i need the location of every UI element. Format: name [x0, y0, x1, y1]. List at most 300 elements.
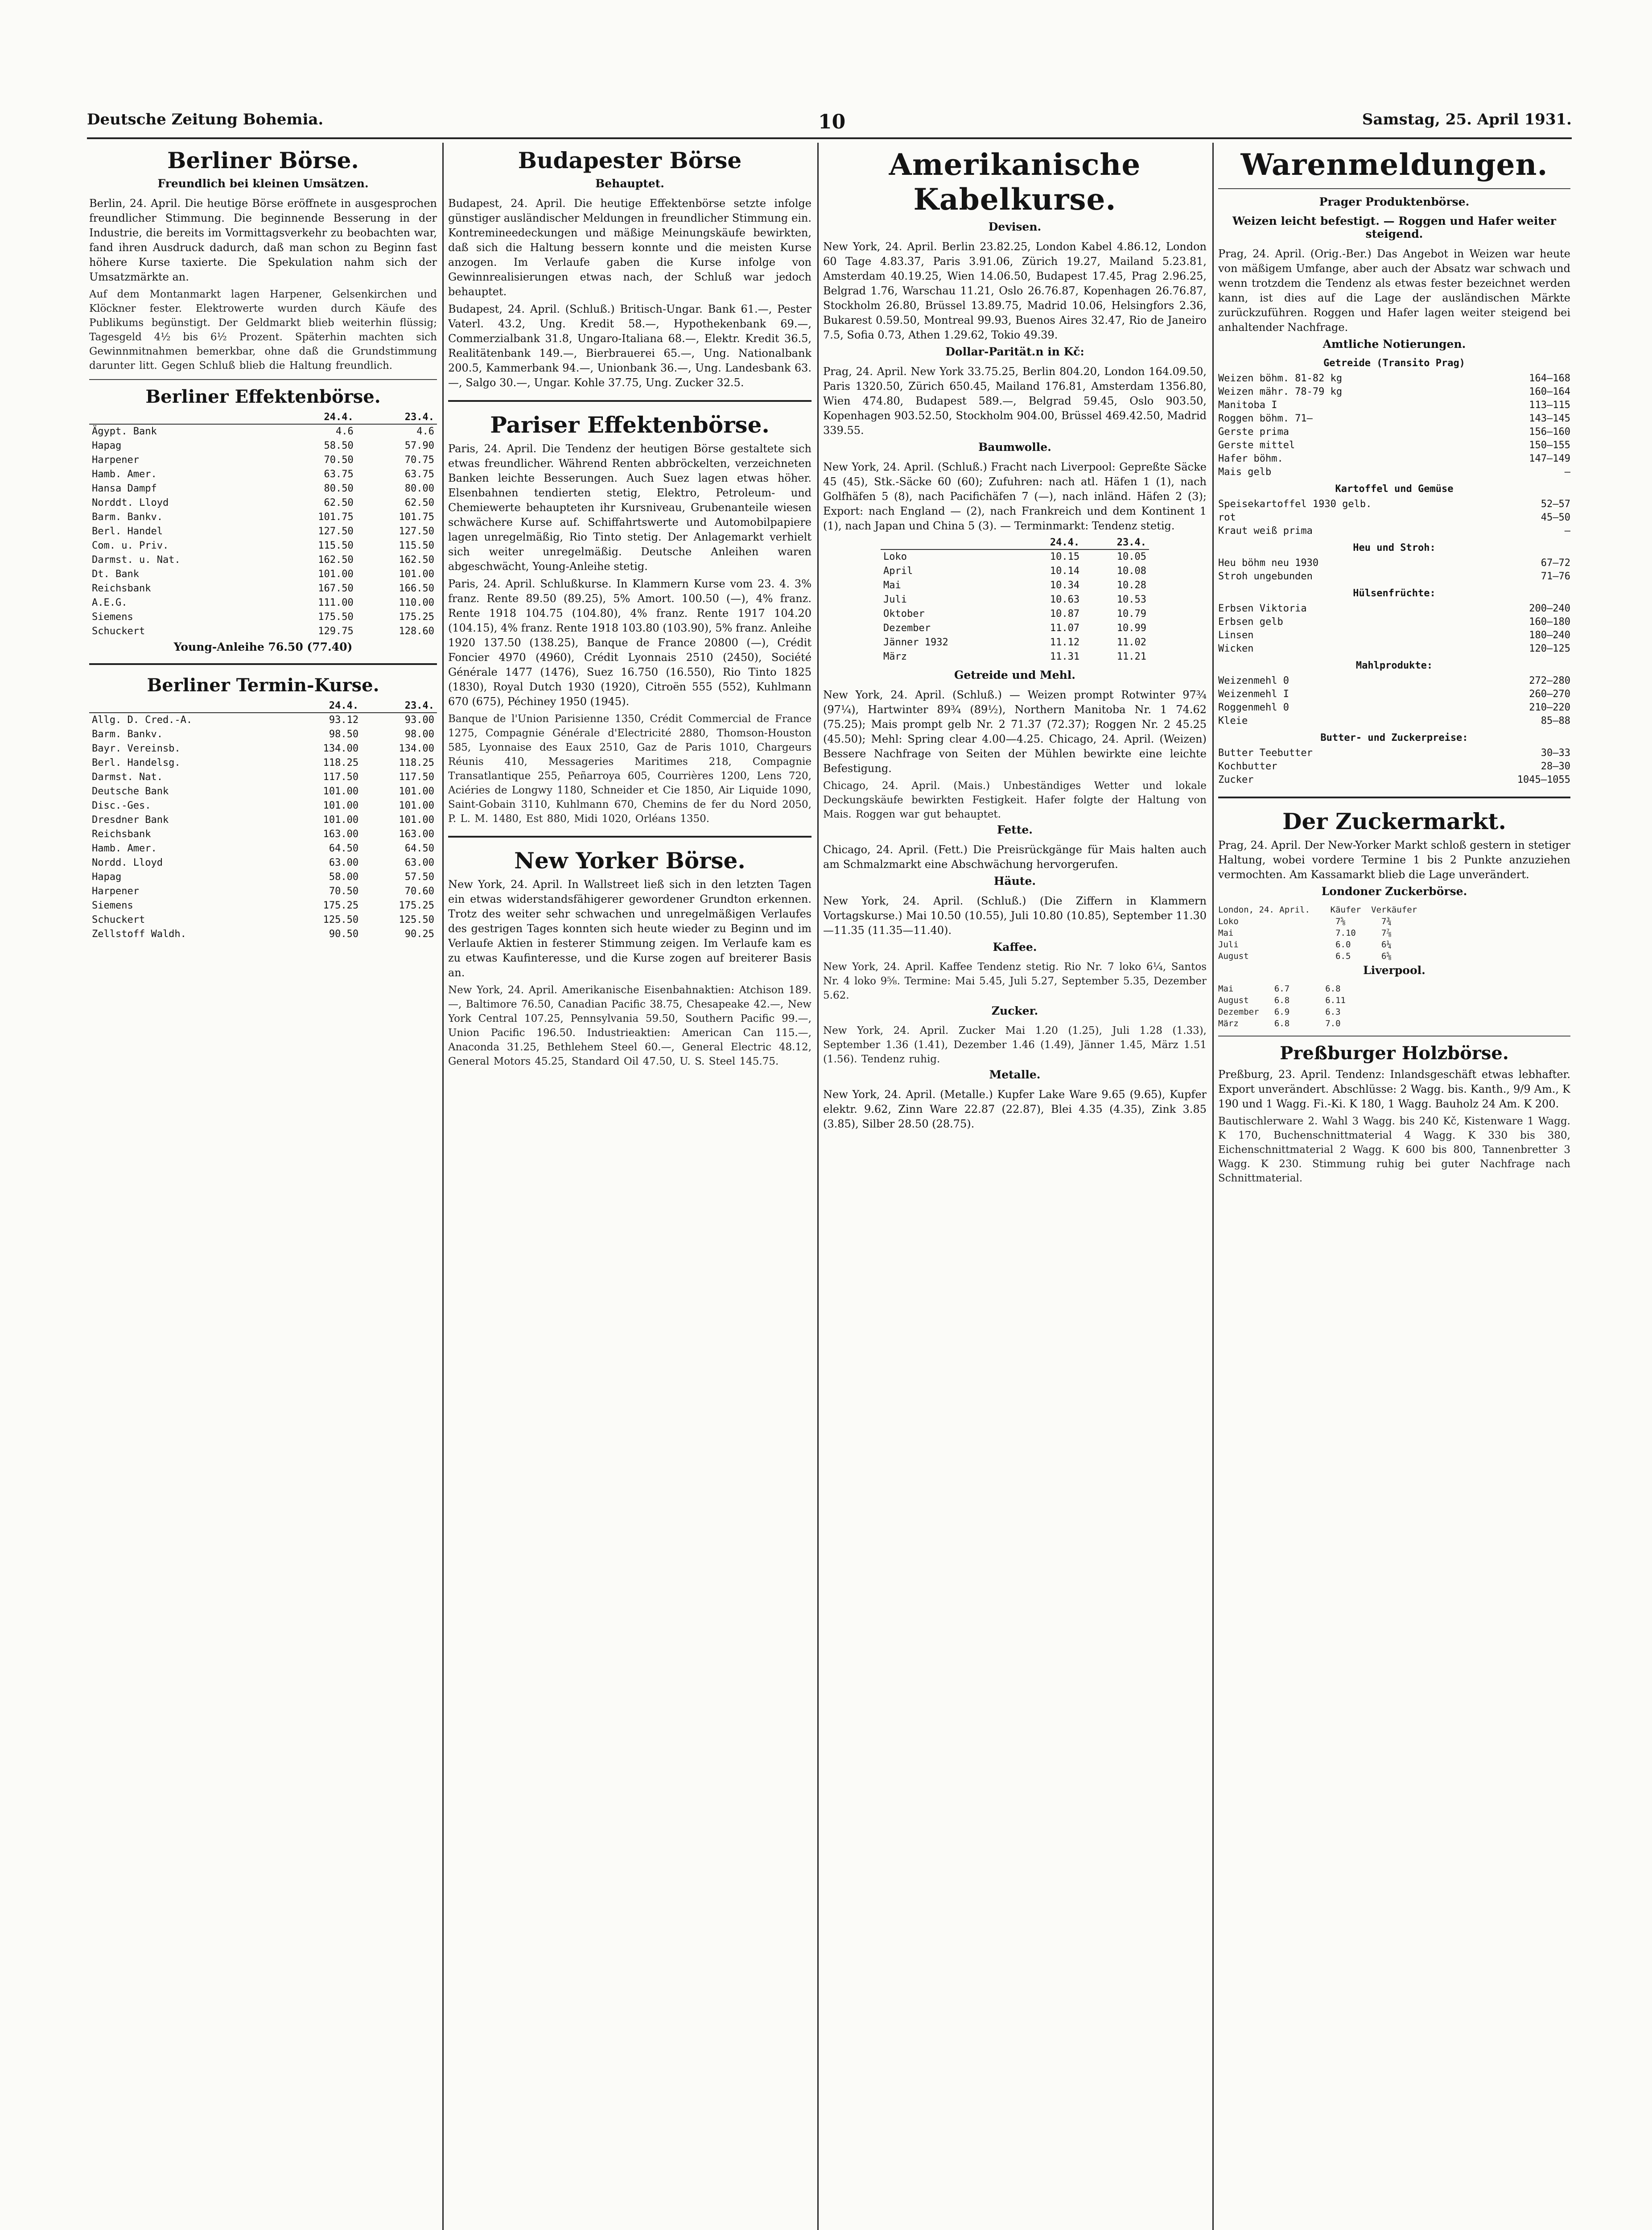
security-name: Deutsche Bank	[92, 786, 169, 797]
item-price: 113—115	[1529, 400, 1570, 411]
quote-value: 10.28	[1116, 580, 1146, 591]
quote-value: 175.25	[399, 900, 434, 911]
quote-value: 111.00	[318, 597, 354, 608]
quote-value: 10.53	[1116, 594, 1146, 605]
list-item	[1218, 452, 1570, 466]
item-price: 156—160	[1529, 426, 1570, 438]
list-item	[1218, 385, 1570, 399]
item-price: 120—125	[1529, 643, 1570, 654]
section-title: Amerikanische Kabelkurse.	[889, 147, 1141, 217]
quote-value: 10.14	[1050, 566, 1080, 577]
list-item	[1218, 439, 1570, 452]
security-name: Harpener	[92, 454, 139, 466]
section-subtitle: Freundlich bei kleinen Umsätzen.	[157, 177, 369, 190]
table-row	[89, 913, 437, 927]
table-row	[89, 799, 437, 813]
table-row	[881, 636, 1149, 650]
table-row	[89, 624, 437, 639]
table-row	[89, 727, 437, 742]
quote-value: 70.50	[329, 886, 359, 897]
article-text: Budapest, 24. April. Die heutige Effektenbörse setzte infolge günstiger ausländischer Meldungen in freundlicher Stimmung ein. Kontremineedeckungen und mäßige Meinungskäufe bewirkten, daß sich die Haltung bessern konnte und die meisten Kurse anzogen. Im Verlaufe gaben die Kurse infolge von Gewinnrealisierungen etwas nach, der Schluß war jedoch behauptet.	[448, 197, 812, 298]
list-item	[1218, 511, 1570, 524]
item-price: 260—270	[1529, 689, 1570, 700]
zucker-quotes: London, 24. April. Käufer Verkäufer Loko 7⅝ 7¾ Mai 7.10 7⅞ Juli 6.0 6¼ August 6.5 6⅝	[1218, 905, 1417, 961]
quote-value: 58.00	[329, 871, 359, 883]
quote-value: 62.50	[324, 497, 354, 508]
security-name: Ägypt. Bank	[92, 426, 157, 437]
table-title: Berliner Effektenbörse.	[145, 386, 381, 407]
quote-value: 80.50	[324, 483, 354, 494]
security-name: Hapag	[92, 871, 122, 883]
item-price: 180—240	[1529, 630, 1570, 641]
security-name: Bayr. Vereinsb.	[92, 743, 181, 754]
item-name: Erbsen gelb	[1218, 616, 1283, 628]
quote-value: 129.75	[318, 626, 354, 637]
article-text: Auf dem Montanmarkt lagen Harpener, Gelsenkirchen und Klöckner fester. Elektrowerte wurden durch Käufe des Publikums begünstigt. Der Geldmarkt blieb weiterhin flüssig; Tagesgeld 4½ bis 6½ Prozent. Späterhin machten sich Gewinnmitnahmen bemerkbar, ohne daß die Grundstimmung darunter litt. Gegen Schluß blieb die Haltung freundlich.	[89, 289, 437, 372]
list-item	[1218, 773, 1570, 787]
security-name: Berl. Handel	[92, 526, 163, 537]
article-text: New York, 24. April. (Schluß.) (Die Ziffern in Klammern Vortagskurse.) Mai 10.50 (10.55), Juli 10.80 (10.85), September 11.30—11.35 (11.35—11.40).	[823, 895, 1207, 937]
section-subtitle: Baumwolle.	[978, 441, 1051, 454]
item-name: Manitoba I	[1218, 400, 1277, 411]
page-number: 10	[818, 111, 846, 133]
item-price: 67—72	[1541, 558, 1570, 569]
quote-value: 93.12	[329, 714, 359, 726]
quote-value: 175.25	[323, 900, 359, 911]
section-subtitle: Weizen leicht befestigt. — Roggen und Hafer weiter steigend.	[1232, 215, 1556, 240]
quote-value: 10.63	[1050, 594, 1080, 605]
security-name: Darmst. u. Nat.	[92, 554, 181, 566]
list-item	[1218, 747, 1570, 760]
list-item	[1218, 674, 1570, 688]
quote-value: 101.00	[323, 786, 359, 797]
item-price: 45—50	[1541, 512, 1570, 523]
item-name: Kraut weiß prima	[1218, 525, 1313, 537]
article-text: Prag, 24. April. Der New-Yorker Markt schloß gestern in stetiger Haltung, wobei vordere Termine 1 bis 2 Punkte anzuziehen vermochten. Am Kassamarkt blieb die Lage unverändert.	[1218, 839, 1570, 881]
item-name: Mais gelb	[1218, 467, 1272, 478]
article-text: New York, 24. April. Berlin 23.82.25, London Kabel 4.86.12, London 60 Tage 4.83.37, Paris 3.91.06, Zürich 19.27, Mailand 5.23.81, Amsterdam 40.19.25, Wien 14.06.50, Budapest 17.45, Prag 2.96.25, Belgrad 1.76, Warschau 11.21, Oslo 26.76.87, Kopenhagen 26.76.87, Stockholm 26.80, Brüssel 13.89.75, Madrid 10.06, Helsingfors 2.36, Bukarest 0.59.50, Montreal 99.93, Buenos Aires 32.47, Rio de Janeiro 7.5, Sofia 0.73, Athen 1.29.62, Tokio 49.39.	[823, 240, 1207, 341]
quote-value: 10.99	[1116, 623, 1146, 634]
quote-value: 64.50	[329, 843, 359, 854]
quote-value: 101.00	[399, 786, 434, 797]
list-item	[1218, 399, 1570, 412]
security-name: Juli	[883, 594, 907, 605]
termin-kurse-table	[89, 699, 437, 942]
quote-value: 125.50	[399, 914, 434, 925]
item-price: 28—30	[1541, 761, 1570, 772]
item-name: Hafer böhm.	[1218, 453, 1283, 464]
table-row	[89, 510, 437, 524]
column-rule	[442, 143, 444, 2230]
baumwolle-table	[881, 536, 1149, 664]
item-price: 85—88	[1541, 715, 1570, 727]
quote-value: 11.02	[1116, 637, 1146, 648]
item-name: Linsen	[1218, 630, 1254, 641]
item-name: Heu böhm neu 1930	[1218, 558, 1319, 569]
list-section-title: Hülsenfrüchte:	[1353, 588, 1436, 599]
quote-value: 10.08	[1116, 566, 1146, 577]
column-header: 23.4.	[1082, 536, 1149, 549]
security-name: Nordd. Lloyd	[92, 857, 163, 868]
security-name: Norddt. Lloyd	[92, 497, 169, 508]
item-name: Weizenmehl I	[1218, 689, 1289, 700]
section-subtitle: Prager Produktenbörse.	[1319, 195, 1470, 208]
list-item	[1218, 760, 1570, 773]
quote-value: 128.60	[399, 626, 434, 637]
quote-value: 57.50	[404, 871, 434, 883]
quote-value: 4.6	[416, 426, 434, 437]
security-name: Mai	[883, 580, 901, 591]
table-row	[89, 524, 437, 539]
list-item	[1218, 498, 1570, 511]
article-text: Paris, 24. April. Schlußkurse. In Klammern Kurse vom 23. 4. 3% franz. Rente 89.50 (89.25), 5% Amort. 100.50 (—), 4% franz. Rente 1918 104.75 (104.80), 4% franz. Rente 1917 104.20 (104.15), 4% franz. Rente 1918 103.80 (103.90), 5% franz. Anleihe 1920 137.50 (138.25), Banque de France 20800 (—), Crédit Foncier 4970 (4960), Crédit Lyonnais 2510 (2450), Société Générale 1477 (1476), Suez 16.750 (16.550), Rio Tinto 1825 (1830), Royal Dutch 1930 (1920), Citroën 555 (552), Kuhlmann 670 (675), Péchiney 1950 (1945).	[448, 578, 812, 708]
column-berliner-boerse	[89, 143, 437, 2230]
security-name: März	[883, 651, 907, 662]
security-name: Reichsbank	[92, 583, 151, 594]
table-note: Young-Anleihe 76.50 (77.40)	[173, 640, 353, 653]
section-subtitle: Kaffee.	[993, 941, 1037, 954]
page-header	[87, 106, 1572, 139]
liverpool-quotes: Mai 6.7 6.8 August 6.8 6.11 Dezember 6.9 6.3 März 6.8 7.0	[1218, 984, 1346, 1028]
quote-value: 162.50	[399, 554, 434, 566]
quote-value: 162.50	[318, 554, 354, 566]
article-text: Paris, 24. April. Die Tendenz der heutigen Börse gestaltete sich etwas freundlicher. Während Renten abbröckelten, verzeichneten Banken leichte Besserungen. Auch Suez lagen etwas höher. Elsenbahnen tendierten stetig, Elektro, Petroleum- und Chemiewerte behaupteten ihr Kursniveau, Grubenanteile wiesen schwächere Kurse auf. Schiffahrtswerte und Automobilpapiere lagen unregelmäßig, Rio Tinto stetig. Der Anlagemarkt verhielt sich weiter unregelmäßig. Deutsche Anleihen waren abgeschwächt, Young-Anleihe stetig.	[448, 442, 812, 573]
quote-value: 63.00	[329, 857, 359, 868]
table-row	[89, 813, 437, 827]
column-header: 23.4.	[361, 699, 437, 713]
quote-value: 70.60	[404, 886, 434, 897]
quote-value: 175.25	[399, 611, 434, 623]
item-name: Butter Teebutter	[1218, 747, 1313, 759]
table-row	[89, 424, 437, 439]
security-name: Hamb. Amer.	[92, 843, 157, 854]
item-price: 164—168	[1529, 373, 1570, 384]
article-text: Berlin, 24. April. Die heutige Börse eröffnete in ausgesprochen freundlicher Stimmung. Die beginnende Besserung in der Industrie, die bereits im Vormittagsverkehr zu beobachten war, fand ihren Ausdruck dadurch, daß man schon zu Beginn fast höhere Kurse taxierte. Die Spekulation nahm sich der Umsatzmärkte an.	[89, 197, 437, 283]
item-price: 147—149	[1529, 453, 1570, 464]
security-name: A.E.G.	[92, 597, 128, 608]
issue-date: Samstag, 25. April 1931.	[1362, 111, 1572, 128]
quote-value: 63.00	[404, 857, 434, 868]
column-rule	[1212, 143, 1214, 2230]
table-row	[881, 593, 1149, 607]
quote-value: 163.00	[399, 829, 434, 840]
column-budapest-paris-newyork	[448, 143, 812, 2230]
item-name: Kochbutter	[1218, 761, 1277, 772]
quote-value: 127.50	[399, 526, 434, 537]
item-name: Roggenmehl 0	[1218, 702, 1289, 713]
security-name: Barm. Bankv.	[92, 512, 163, 523]
section-subtitle: Londoner Zuckerbörse.	[1321, 885, 1467, 898]
quote-value: 101.00	[323, 800, 359, 811]
quote-value: 10.87	[1050, 608, 1080, 619]
quote-value: 63.75	[324, 469, 354, 480]
column-header: 24.4.	[1015, 536, 1082, 549]
item-price: 272—280	[1529, 675, 1570, 686]
item-price: 30—33	[1541, 747, 1570, 759]
article-text: Preßburg, 23. April. Tendenz: Inlandsgeschäft etwas lebhafter. Export unverändert. Abschlüsse: 2 Wagg. bis. Kanth., 9/9 Am., K 190 und 1 Wagg. Fi.-Ki. K 180, 1 Wagg. Bauholz 24 Am. K 200.	[1218, 1068, 1570, 1110]
item-price: 210—220	[1529, 702, 1570, 713]
list-item	[1218, 629, 1570, 642]
quote-value: 110.00	[399, 597, 434, 608]
security-name: Hapag	[92, 440, 122, 451]
quote-value: 57.90	[404, 440, 434, 451]
item-name: rot	[1218, 512, 1236, 523]
quote-value: 63.75	[404, 469, 434, 480]
article-text: Budapest, 24. April. (Schluß.) Britisch-Ungar. Bank 61.—, Pester Vaterl. 43.2, Ung. Kredit 58.—, Hypothekenbank 69.—, Commerzialbank 31.8, Ungaro-Italiana 68.—, Elektr. Kredit 36.5, Realitätenbank 149.—, Bierbrauerei 65.—, Ung. Nationalbank 200.5, Kammerbank 94.—, Unionbank 36.—, Ung. Landesbank 63.—, Salgo 30.—, Ungar. Kohle 37.75, Ung. Zucker 32.5.	[448, 303, 812, 389]
security-name: Loko	[883, 551, 907, 562]
quote-value: 98.00	[404, 729, 434, 740]
section-title: Warenmeldungen.	[1240, 147, 1548, 182]
item-name: Zucker	[1218, 774, 1254, 785]
item-price: 160—164	[1529, 386, 1570, 397]
item-name: Stroh ungebunden	[1218, 571, 1313, 582]
quote-value: 117.50	[323, 772, 359, 783]
quote-value: 10.34	[1050, 580, 1080, 591]
quote-value: 163.00	[323, 829, 359, 840]
quote-value: 101.00	[318, 569, 354, 580]
section-subtitle: Metalle.	[989, 1068, 1041, 1081]
quote-value: 101.75	[399, 512, 434, 523]
item-name: Erbsen Viktoria	[1218, 603, 1307, 614]
table-row	[89, 899, 437, 913]
list-section-title: Getreide (Transito Prag)	[1323, 358, 1465, 369]
item-name: Weizenmehl 0	[1218, 675, 1289, 686]
quote-value: 11.12	[1050, 637, 1080, 648]
list-item	[1218, 412, 1570, 425]
section-title: Preßburger Holzbörse.	[1280, 1043, 1509, 1064]
column-amerikanische-kabelkurse	[823, 143, 1207, 2230]
security-name: Com. u. Priv.	[92, 540, 169, 551]
security-name: Darmst. Nat.	[92, 772, 163, 783]
security-name: Dt. Bank	[92, 569, 139, 580]
section-subtitle: Liverpool.	[1363, 964, 1425, 977]
quote-value: 101.00	[323, 814, 359, 826]
article-text: Chicago, 24. April. (Mais.) Unbeständiges Wetter und lokale Deckungskäufe bewirkten Festigkeit. Hafer folgte der Haltung von Mais. Roggen war gut behauptet.	[823, 780, 1207, 820]
quote-value: 101.75	[318, 512, 354, 523]
quote-value: 134.00	[399, 743, 434, 754]
masthead: Deutsche Zeitung Bohemia.	[87, 111, 324, 128]
column-header: 23.4.	[356, 411, 437, 424]
quote-value: 90.25	[404, 929, 434, 940]
article-text: Chicago, 24. April. (Fett.) Die Preisrückgänge für Mais halten auch am Schmalzmarkt eine Abschwächung hervorgerufen.	[823, 843, 1207, 871]
table-row	[881, 549, 1149, 564]
quote-value: 115.50	[318, 540, 354, 551]
security-name: Reichsbank	[92, 829, 151, 840]
quote-value: 115.50	[399, 540, 434, 551]
section-subtitle: Devisen.	[988, 220, 1042, 233]
item-price: 71—76	[1541, 571, 1570, 582]
section-title: Berliner Börse.	[167, 147, 359, 173]
item-price: —	[1564, 467, 1570, 478]
security-name: Jänner 1932	[883, 637, 948, 648]
item-price: 143—145	[1529, 413, 1570, 424]
table-row	[89, 496, 437, 510]
security-name: Dresdner Bank	[92, 814, 169, 826]
security-name: Siemens	[92, 611, 133, 623]
table-row	[89, 770, 437, 785]
table-row	[89, 482, 437, 496]
item-price: 200—240	[1529, 603, 1570, 614]
section-subtitle: Häute.	[993, 875, 1036, 888]
security-name: Oktober	[883, 608, 925, 619]
table-row	[89, 553, 437, 567]
security-name: Hamb. Amer.	[92, 469, 157, 480]
article-text: Bautischlerware 2. Wahl 3 Wagg. bis 240 Kč, Kistenware 1 Wagg. K 170, Buchenschnittmaterial 4 Wagg. K 330 bis 380, Eichenschnittmaterial 2 Wagg. K 600 bis 800, Tannenbretter 3 Wagg. K 230. Stimmung ruhig bei guter Nachfrage nach Schnittmaterial.	[1218, 1115, 1570, 1184]
quote-value: 58.50	[324, 440, 354, 451]
list-item	[1218, 557, 1570, 570]
table-row	[89, 439, 437, 453]
list-item	[1218, 602, 1570, 615]
table-row	[89, 596, 437, 610]
item-name: Weizen mähr. 78-79 kg	[1218, 386, 1343, 397]
section-title: Pariser Effektenbörse.	[490, 412, 770, 438]
column-header: 24.4.	[275, 411, 356, 424]
column-warenmeldungen	[1218, 143, 1570, 2230]
item-name: Wicken	[1218, 643, 1254, 654]
effektenboerse-table	[89, 411, 437, 639]
security-name: Allg. D. Cred.-A.	[92, 714, 193, 726]
section-title: Budapester Börse	[518, 147, 742, 173]
quote-value: 118.25	[399, 757, 434, 768]
quote-value: 175.50	[318, 611, 354, 623]
security-name: Schuckert	[92, 914, 145, 925]
article-text: New York, 24. April. (Metalle.) Kupfer Lake Ware 9.65 (9.65), Kupfer elektr. 9.62, Zinn Ware 22.87 (22.87), Blei 4.35 (4.35), Zink 3.85 (3.85), Silber 28.50 (28.75).	[823, 1088, 1207, 1130]
article-text: Banque de l'Union Parisienne 1350, Crédit Commercial de France 1275, Compagnie Générale d'Electricité 2880, Thomson-Houston 585, Lyonnaise des Eaux 2510, Gaz de Paris 1010, Chargeurs Réunis 410, Messageries Maritimes 218, Compagnie Transatlantique 255, Peñarroya 605, Courrières 1200, Lens 720, Aciéries de Longwy 1180, Schneider et Cie 1850, Air Liquide 1090, Saint-Gobain 3110, Kuhlmann 670, Chemins de fer du Nord 2050, P. L. M. 1480, Est 880, Midi 1020, Orléans 1350.	[448, 713, 812, 825]
quote-value: 10.15	[1050, 551, 1080, 562]
quote-value: 118.25	[323, 757, 359, 768]
table-row	[89, 742, 437, 756]
quote-value: 11.31	[1050, 651, 1080, 662]
table-row	[881, 621, 1149, 636]
list-item	[1218, 688, 1570, 701]
quote-value: 134.00	[323, 743, 359, 754]
list-item	[1218, 372, 1570, 385]
section-subtitle: Fette.	[997, 823, 1033, 836]
section-subtitle: Dollar-Parität.n in Kč:	[945, 345, 1084, 358]
table-row	[881, 607, 1149, 621]
item-name: Gerste mittel	[1218, 440, 1295, 451]
quote-value: 10.05	[1116, 551, 1146, 562]
list-item	[1218, 425, 1570, 439]
article-text: New York, 24. April. Kaffee Tendenz stetig. Rio Nr. 7 loko 6¼, Santos Nr. 4 loko 9⅝. Termine: Mai 5.45, Juli 5.27, September 5.35, Dezember 5.62.	[823, 961, 1207, 1001]
item-name: Kleie	[1218, 715, 1248, 727]
security-name: Disc.-Ges.	[92, 800, 151, 811]
table-row	[89, 582, 437, 596]
table-row	[89, 539, 437, 553]
security-name: April	[883, 566, 913, 577]
list-item	[1218, 642, 1570, 656]
column-rule	[817, 143, 819, 2230]
item-name: Roggen böhm. 71—	[1218, 413, 1313, 424]
item-price: —	[1564, 525, 1570, 537]
article-text: New York, 24. April. Zucker Mai 1.20 (1.25), Juli 1.28 (1.33), September 1.36 (1.41), Dezember 1.46 (1.49), Jänner 1.45, März 1.51 (1.56). Tendenz ruhig.	[823, 1025, 1207, 1065]
section-title: Der Zuckermarkt.	[1282, 808, 1506, 834]
article-text: Prag, 24. April. (Orig.-Ber.) Das Angebot in Weizen war heute von mäßigem Umfange, aber auch der Absatz war schwach und wenn trotzdem die Tendenz als etwas fester bezeichnet werden kann, ist dies auf die Lage der ausländischen Märkte zurückzuführen. Roggen und Hafer lagen weiter steigend bei anhaltender Nachfrage.	[1218, 248, 1570, 334]
quote-value: 127.50	[318, 526, 354, 537]
item-price: 1045—1055	[1517, 774, 1570, 785]
column-header	[89, 699, 285, 713]
quote-value: 11.21	[1116, 651, 1146, 662]
table-row	[89, 785, 437, 799]
article-text: New York, 24. April. (Schluß.) Fracht nach Liverpool: Gepreßte Säcke 45 (45), Stk.-Säcke 60 (60); Zufuhren: nach atl. Häfen 1 (1), nach Golfhäfen 5 (8), nach Pacifichäfen 7 (—), nach inländ. Häfen 2 (3); Export: nach England — (2), nach Frankreich und dem Kontinent 1 (1), nach Japan und China 5 (3). — Terminmarkt: Tendenz stetig.	[823, 461, 1207, 532]
table-row	[89, 884, 437, 899]
quote-value: 101.00	[399, 800, 434, 811]
article-text: New York, 24. April. (Schluß.) — Weizen prompt Rotwinter 97¾ (97¼), Hartwinter 89¾ (89½), Northern Manitoba Nr. 1 74.62 (75.25); Mais prompt gelb Nr. 2 71.37 (72.37); Roggen Nr. 2 45.25 (45.50); Mehl: Spring clear 4.00—4.25. Chicago, 24. April. (Weizen) Bessere Nachfrage von Seiten der Mühlen bewirkte eine leichte Befestigung.	[823, 689, 1207, 775]
quote-value: 64.50	[404, 843, 434, 854]
quote-value: 117.50	[399, 772, 434, 783]
list-section-title: Kartoffel und Gemüse	[1335, 483, 1454, 495]
column-header	[881, 536, 1015, 549]
table-row	[881, 564, 1149, 578]
security-name: Zellstoff Waldh.	[92, 929, 186, 940]
security-name: Barm. Bankv.	[92, 729, 163, 740]
security-name: Harpener	[92, 886, 139, 897]
quote-value: 90.50	[329, 929, 359, 940]
article-text: New York, 24. April. In Wallstreet ließ sich in den letzten Tagen ein etwas widerstandsfähigerer gewordener Grundton erkennen. Trotz des weiter sehr schwachen und unregelmäßigen Verlaufes des gestrigen Tages konnten sich heute wieder zu Beginn und im Verlaufe Aktien in festerer Stimmung zeigen. Im Verlaufe kam es zu etwas Kaufinteresse, und die Kurse zogen auf breiterer Basis an.	[448, 878, 812, 979]
security-name: Schuckert	[92, 626, 145, 637]
list-item	[1218, 714, 1570, 728]
list-item	[1218, 570, 1570, 583]
quote-value: 167.50	[318, 583, 354, 594]
list-item	[1218, 466, 1570, 479]
table-row	[89, 756, 437, 770]
article-text: Prag, 24. April. New York 33.75.25, Berlin 804.20, London 164.09.50, Paris 1320.50, Zürich 650.45, Mailand 176.81, Amsterdam 1356.80, Wien 474.80, Budapest 589.—, Belgrad 59.45, Oslo 903.50, Kopenhagen 903.52.50, Stockholm 904.00, Brüssel 469.42.50, Madrid 339.55.	[823, 365, 1207, 437]
item-price: 150—155	[1529, 440, 1570, 451]
item-name: Weizen böhm. 81-82 kg	[1218, 373, 1343, 384]
table-row	[89, 453, 437, 467]
notierungen-list	[1218, 357, 1570, 787]
table-row	[89, 567, 437, 582]
quote-value: 11.07	[1050, 623, 1080, 634]
quote-value: 70.75	[404, 454, 434, 466]
column-header	[89, 411, 275, 424]
table-row	[89, 610, 437, 624]
table-row	[89, 870, 437, 884]
quote-value: 62.50	[404, 497, 434, 508]
table-row	[89, 842, 437, 856]
security-name: Dezember	[883, 623, 931, 634]
list-item	[1218, 615, 1570, 629]
list-section-title: Heu und Stroh:	[1353, 542, 1436, 553]
security-name: Hansa Dampf	[92, 483, 157, 494]
section-subtitle: Behauptet.	[595, 177, 664, 190]
table-title: Berliner Termin-Kurse.	[147, 675, 379, 696]
section-subtitle: Getreide und Mehl.	[954, 669, 1075, 681]
security-name: Siemens	[92, 900, 133, 911]
item-name: Gerste prima	[1218, 426, 1289, 438]
list-item	[1218, 701, 1570, 714]
column-header: 24.4.	[285, 699, 361, 713]
table-row	[89, 713, 437, 727]
table-row	[89, 827, 437, 842]
list-item	[1218, 524, 1570, 538]
item-price: 52—57	[1541, 499, 1570, 510]
quote-value: 70.50	[324, 454, 354, 466]
quote-value: 101.00	[399, 569, 434, 580]
list-section-title: Butter- und Zuckerpreise:	[1320, 732, 1468, 743]
table-row	[89, 927, 437, 942]
quote-value: 98.50	[329, 729, 359, 740]
quote-value: 125.50	[323, 914, 359, 925]
item-name: Speisekartoffel 1930 gelb.	[1218, 499, 1372, 510]
item-price: 160—180	[1529, 616, 1570, 628]
section-title: New Yorker Börse.	[514, 847, 746, 874]
table-row	[881, 650, 1149, 664]
section-subtitle: Zucker.	[991, 1004, 1038, 1017]
section-subtitle: Amtliche Notierungen.	[1322, 338, 1466, 351]
quote-value: 166.50	[399, 583, 434, 594]
quote-value: 101.00	[399, 814, 434, 826]
